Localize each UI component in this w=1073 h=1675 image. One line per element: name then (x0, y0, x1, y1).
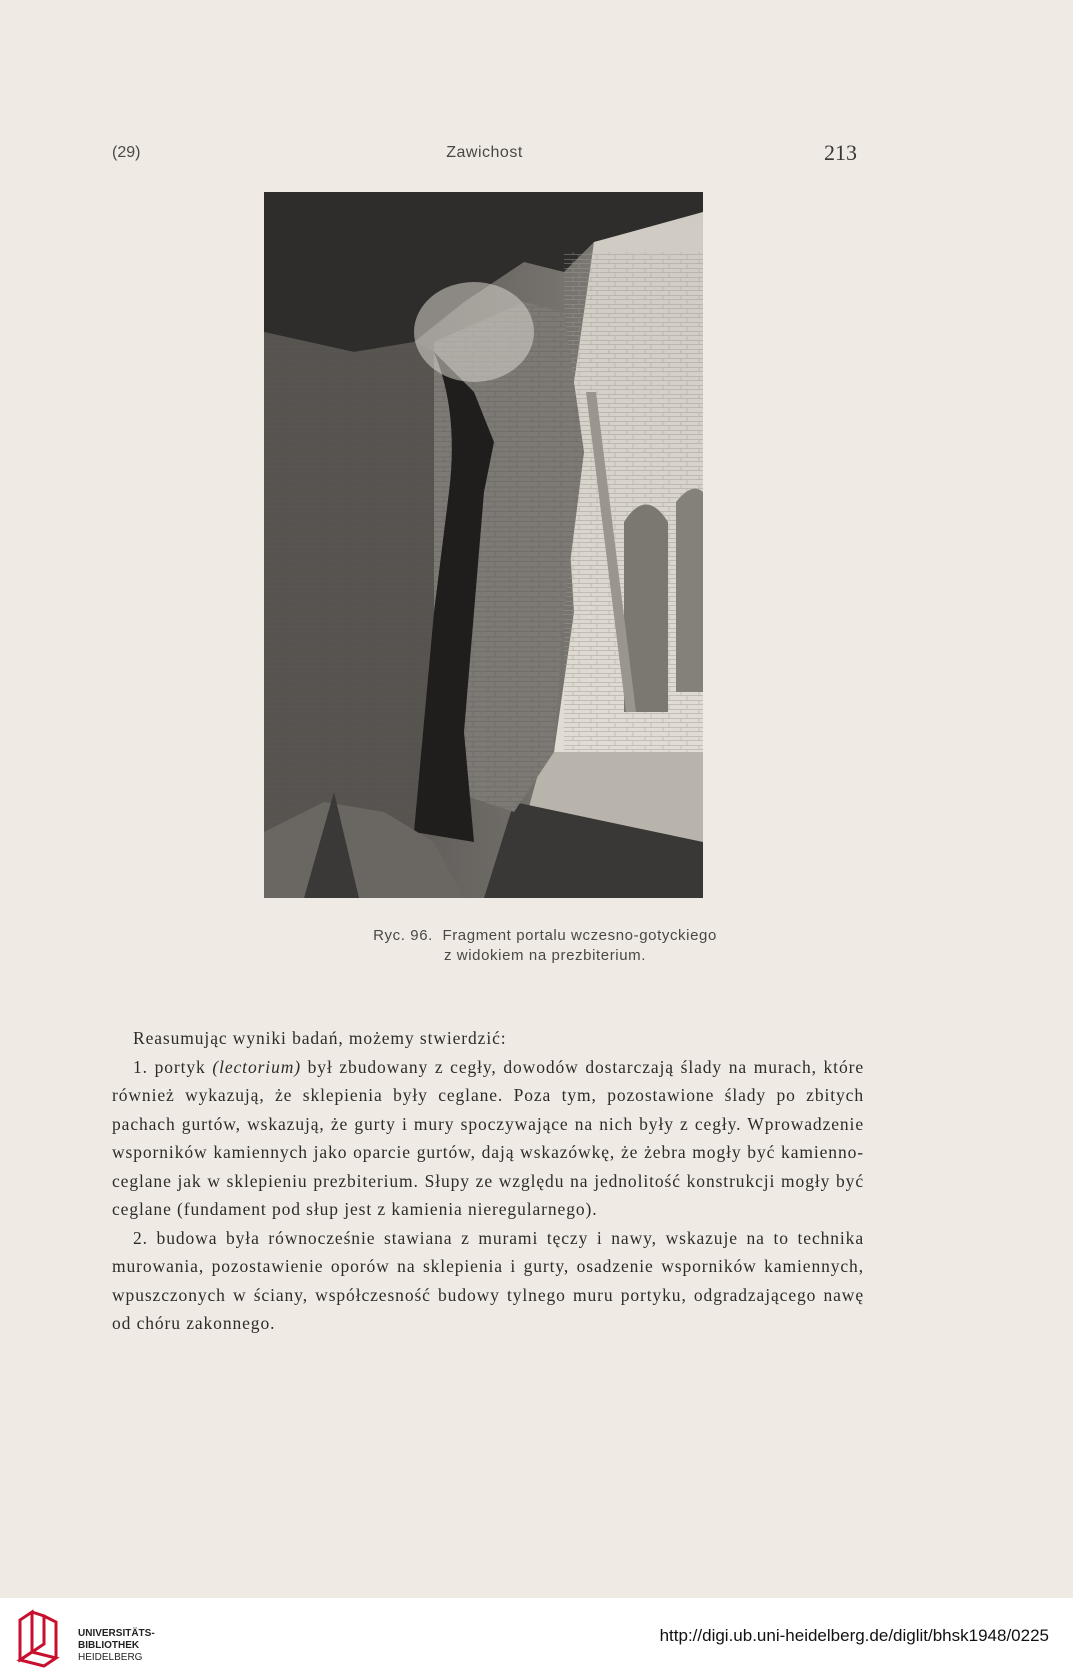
paragraph-1-italic: (lectorium) (212, 1056, 301, 1077)
library-logo-icon (16, 1608, 60, 1668)
paragraph-2: 2. budowa była równocześnie stawiana z murami tęczy i nawy, wskazuje na to technika murowania, pozostawienie oporów na sklepienia i gurty, osadzenie wsporników kamiennych, wpuszczonych w ściany, współczesność budowy tylnego muru portyku, odgradzającego nawę od chóru zakonnego. (112, 1227, 864, 1333)
page-number: 213 (824, 140, 857, 165)
source-url-link[interactable]: http://digi.ub.uni-heidelberg.de/diglit/bhsk1948/0225 (659, 1626, 1049, 1645)
header-section-number: (29) (112, 144, 141, 161)
header-title: Zawichost (446, 144, 523, 161)
paragraph-1-rest: był zbudowany z cegły, dowodów dostarczają ślady na murach, które również wykazują, że sklepienia były ceglane. Poza tym, pozostawione ślady po zbitych pachach gurtów, wskazują, że gurty i mury spoczywające na nich były z cegły. Wprowadzenie wsporników kamiennych jako oparcie gurtów, dają wskazówkę, że żebra mogły być kamienno-ceglane jak w sklepieniu prezbiterium. Słupy ze względu na jednolitość konstrukcji mogły być ceglane (fundament pod słup jest z kamienia nieregularnego). (112, 1056, 864, 1219)
paragraph-1-start: 1. portyk (133, 1056, 213, 1077)
library-logo (16, 1608, 155, 1668)
body-text (112, 1024, 864, 1338)
caption-line-2: z widokiem na prezbiterium. (443, 947, 647, 964)
figure-caption (200, 926, 890, 966)
paragraph-intro: Reasumując wyniki badań, możemy stwierdzić: (133, 1028, 507, 1048)
figure-photograph (264, 192, 703, 898)
running-header (112, 140, 857, 170)
footer-bar (0, 1598, 1073, 1675)
logo-line-3: HEIDELBERG (78, 1652, 143, 1663)
logo-line-1: UNIVERSITÄTS- (78, 1628, 155, 1639)
caption-line-1: Ryc. 96. Fragment portalu wczesno-gotyckiego (373, 927, 717, 944)
logo-line-2: BIBLIOTHEK (78, 1640, 140, 1651)
paragraph-1 (112, 1053, 864, 1224)
